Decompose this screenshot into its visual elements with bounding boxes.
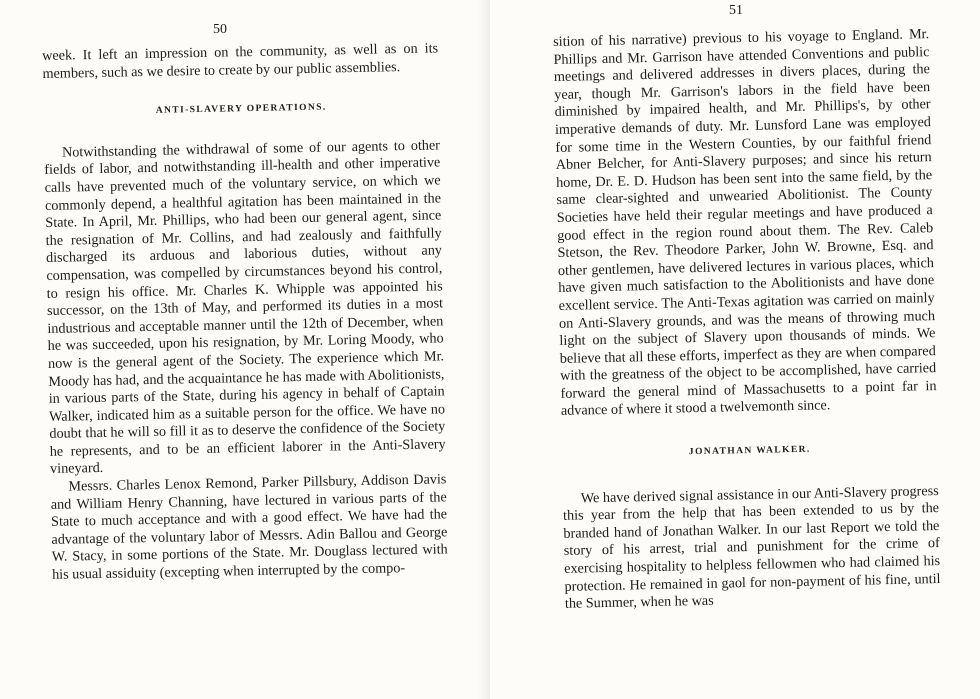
paragraph: sition of his narrative) previous to his voyage to England. Mr. Phillips and Mr. Garrison have attended Conventions and public meetings and delivered addresses in divers places, during the year, though Mr. Garrison's labors in the field have been diminished by impaired health, and Mr. Phillips's, by other imperative demands of duty. Mr. Lunsford Lane was employed for some time in the Western Counties, by our faithful friend Abner Belcher, for Anti-Slavery purposes; and since his return home, Dr. E. D. Hudson has been sent into the same field, by the same clear-sighted and unwearied Abolitionist. The County Societies have held their regular meetings and have produced a good effect in the region round about them. The Rev. Caleb Stetson, the Rev. Theodore Parker, John W. Browne, Esq. and other gentlemen, have delivered lectures in various places, which have given much satisfaction to the Abolitionists and have done excellent service. The Anti-Texas agitation was carried on mainly on Anti-Slavery grounds, and was the means of throwing much light on the subject of Slavery upon thousands of minds. We believe that all these efforts, imperfect as they are when compared with the greatness of the object to be accomplished, have carried forward the general mind of Massachusetts to a point far in advance of where it stood a twelvemonth since. xyxy=(553,26,937,420)
page-number: 50 xyxy=(213,22,227,37)
intro-paragraph: week. It left an impression on the community, as well as on its members, such as we desire to create by our public assemblies. xyxy=(42,40,439,82)
paragraph: We have derived signal assistance in our Anti-Slavery progress this year from the help that has been extended to us by the branded hand of Jonathan Walker. In our last Report we told the story of his arrest, trial and punishment for the crime of exercising hospitality to helpless fellowmen who had claimed his protection. He remained in gaol for non-payment of his fine, until the Summer, when he was xyxy=(562,482,941,613)
paragraph: Notwithstanding the withdrawal of some of our agents to other fields of labor, and notwithstanding ill-health and other imperative calls have prevented much of the voluntary service, on which we commonly depend, a healthful agitation has been maintained in the State. In April, Mr. Phillips, who had been our general agent, since the resignation of Mr. Collins, and had zealously and faithfully discharged its arduous and laborious duties, without any compensation, was compelled by circumstances beyond his control, to resign his office. Mr. Charles K. Whipple was appointed his successor, on the 13th of May, and performed its duties in a most industrious and acceptable manner until the 12th of December, when he was succeeded, upon his resignation, by Mr. Loring Moody, who now is the general agent of the Society. The experience which Mr. Moody has had, and the acquaintance he has made with Abolitionists, in various parts of the State, during his agency in behalf of Captain Walker, indicated him as a suitable person for the office. We have no doubt that he will so fill it as to deserve the confidence of the Society he represents, and to be an efficient laborer in the Anti-Slavery vineyard. xyxy=(44,137,446,478)
page-body xyxy=(42,40,448,584)
section-heading: JONATHAN WALKER. xyxy=(688,444,811,458)
page-body xyxy=(553,26,941,614)
section-heading: ANTI-SLAVERY OPERATIONS. xyxy=(155,102,327,117)
paragraph: Messrs. Charles Lenox Remond, Parker Pillsbury, Addison Davis and William Henry Channing, have lectured in various parts of the State to much acceptance and with a good effect. We have had the advantage of the voluntary labor of Messrs. Adin Ballou and George W. Stacy, in some portions of the State. Mr. Douglass lectured with his usual assiduity (excepting when interrupted by the compo- xyxy=(50,471,448,583)
right-page xyxy=(490,0,980,699)
page-number: 51 xyxy=(729,3,743,18)
